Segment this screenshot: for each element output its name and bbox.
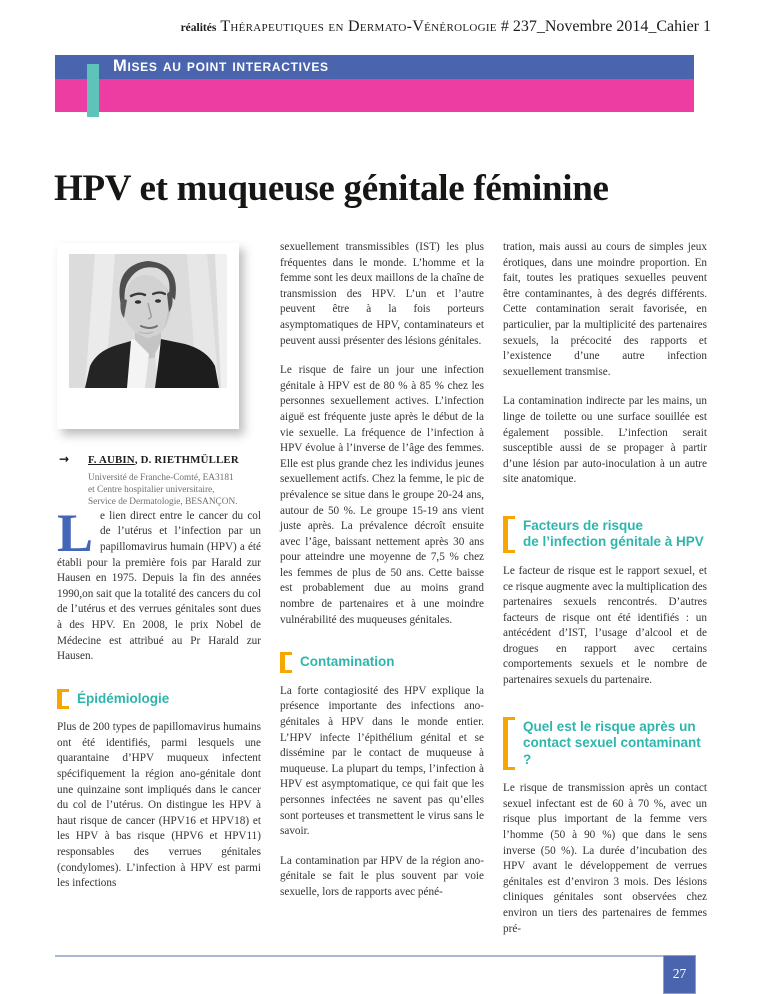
paragraph: Plus de 200 types de papillomavirus humains ont été identifiés, parmi lesquels une quarantaine d’HPV muqueux infectent spécifiquement la région ano-génitale dont une quinzaine sont impliqués dans le cancer du col de l’utérus. On distingue les HPV à haut risque de cancer (HPV16 et HPV18) et les HPV à bas risque (HPV6 et HPV11) responsables des verrues génitales (condylomes). L’infection à HPV est parmi les infections [57,721,261,890]
section-banner-label: Mises au point interactives [113,57,329,75]
affiliation-line: Service de Dermatologie, BESANÇON. [88,497,238,508]
section-heading-label: Épidémiologie [77,690,170,706]
paragraph: Le risque de faire un jour une infection génitale à HPV est de 80 % à 85 % chez les personnes sexuellement actives. L’infection aiguë est fréquente juste après le début de la vie sexuelle. La fréquence de l’infection à HPV évolue à l’inverse de l’âge des femmes. Elle est plus grande chez les individus jeunes sexuellement actifs. Chez la femme, le pic de prévalence se situe dans le groupe 20-24 ans, autour de 50 %. Le groupe 15-19 ans vient juste après. La prévalence décroît ensuite avec l’âge, baissant nettement après 30 ans pour atteindre une moyenne de 7,5 % chez les femmes de plus de 50 ans. Cette baisse est probablement due au moins grand nombre de partenaires et à une moindre vulnérabilité des muqueuses génitales. [280,364,484,626]
journal-series: Thérapeutiques en Dermato-Vénérologie [220,18,497,35]
paragraph: sexuellement transmissibles (IST) les plus fréquentes dans le monde. L’homme et la femme sont les deux maillons de la chaîne de transmission des HPV. L’un et l’autre peuvent être à la fois porteurs asymptomatiques de HPV, contaminateurs et peuvent aussi présenter des lésions génitales. [280,241,484,347]
photo-frame [57,243,239,429]
author-name-secondary: D. RIETHMÜLLER [140,454,239,466]
section-heading-facteurs-de-risque [503,518,707,551]
affiliation-line: Université de Franche-Comté, EA3181 [88,472,234,483]
heading-line: Quel est le risque après un [523,718,696,734]
heading-line: contact sexuel contaminant ? [523,735,701,767]
section-heading-contamination [280,654,484,671]
paragraph: La contamination par HPV de la région ano-génitale se fait le plus souvent par voie sexuelle, lors de rapports avec péné- [280,854,484,898]
author-photo [69,254,227,388]
arrow-right-icon: → [59,452,70,466]
section-heading-epidemiologie [57,691,261,708]
journal-brand: réalités [180,22,217,34]
footer-rule [55,955,663,957]
journal-header [0,18,711,36]
dropcap-letter: L [57,502,94,563]
section-heading-label [523,719,707,769]
banner-teal-accent-bar [87,64,99,117]
author-name-separator: , [134,454,141,466]
column-1 [57,243,261,906]
section-heading-label: Contamination [300,654,395,670]
page-title: HPV et muqueuse génitale féminine [54,167,609,209]
author-block [57,453,261,509]
heading-line: de l’infection génitale à HPV [523,534,704,550]
heading-line: Facteurs de risque [523,517,644,533]
bracket-icon [280,652,292,673]
author-name-primary: F. AUBIN [88,454,135,466]
banner-pink-bar [55,79,694,112]
author-affiliation [88,472,261,509]
bracket-icon [503,717,515,771]
journal-issue: # 237_Novembre 2014_Cahier 1 [500,18,711,35]
section-heading-risque-apres-contact [503,719,707,769]
author-names [88,453,261,469]
column-2 [280,240,484,914]
bracket-icon [503,516,515,553]
column-3 [503,240,707,951]
lead-text: e lien direct entre le cancer du col de l’utérus et l’infection par un papillomavirus humain (HPV) a été établi pour la première fois par Harald zur Hausen en 1975. Depuis la fin des années 1990,on sait que la totalité des cancers du col de l’utérus et des verrues génitales sont dues à des HPV. En 2008, le prix Nobel de Médecine est attribué au Pr Harald zur Hausen. [57,509,261,663]
paragraph: Le facteur de risque est le rapport sexuel, et ce risque augmente avec la multiplication des partenaires sexuels rencontrés. D’autres facteurs de risque ont été identifiés : un antécédent d’IST, l’usage d’alcool et de drogues en rapport avec certains comportements sexuels et le nombre de partenaires sexuels du partenaire. [503,564,707,687]
page-number-badge: 27 [663,955,696,994]
affiliation-line: et Centre hospitalier universitaire, [88,485,215,495]
paragraph: Le risque de transmission après un contact sexuel infectant est de 60 à 70 %, avec un risque plus important de la femme vers l’homme (50 à 90 %) que dans le sens inverse (50 %). La durée d’incubation des HPV avant le développement de verrues génitales est d’environ 3 mois. Des lésions cliniques génitales sont observées chez environ un tiers des partenaires de femmes pré- [503,782,707,935]
paragraph: La contamination indirecte par les mains, un linge de toilette ou une surface souillée est également possible. L’infection serait susceptible aussi de se propager à partir d’une lésion par auto-inoculation à un autre site anatomique. [503,395,707,486]
bracket-icon [57,689,69,710]
paragraph: La forte contagiosité des HPV explique la présence importante des infections ano-génitales à HPV dans le monde entier. L’HPV infecte l’épithélium génital et se dissémine par le contact de muqueuse à muqueuse. La plupart du temps, l’infection à HPV est asymptomatique, ce qui fait que les personnes infectées ne savent pas qu’elles sont porteuses et transmettent le virus sans le savoir. [280,684,484,838]
paragraph: tration, mais aussi au cours de simples jeux érotiques, dans une moindre proportion. En fait, toutes les pratiques sexuelles peuvent être contaminantes, à des degrés différents. Cette contamination serait favorisée, en particulier, par la multiplicité des partenaires sexuels, la précocité des rapports et l’existence d’une autre infection sexuellement transmise. [503,241,707,378]
section-heading-label [523,518,704,551]
section-banner [55,55,694,112]
